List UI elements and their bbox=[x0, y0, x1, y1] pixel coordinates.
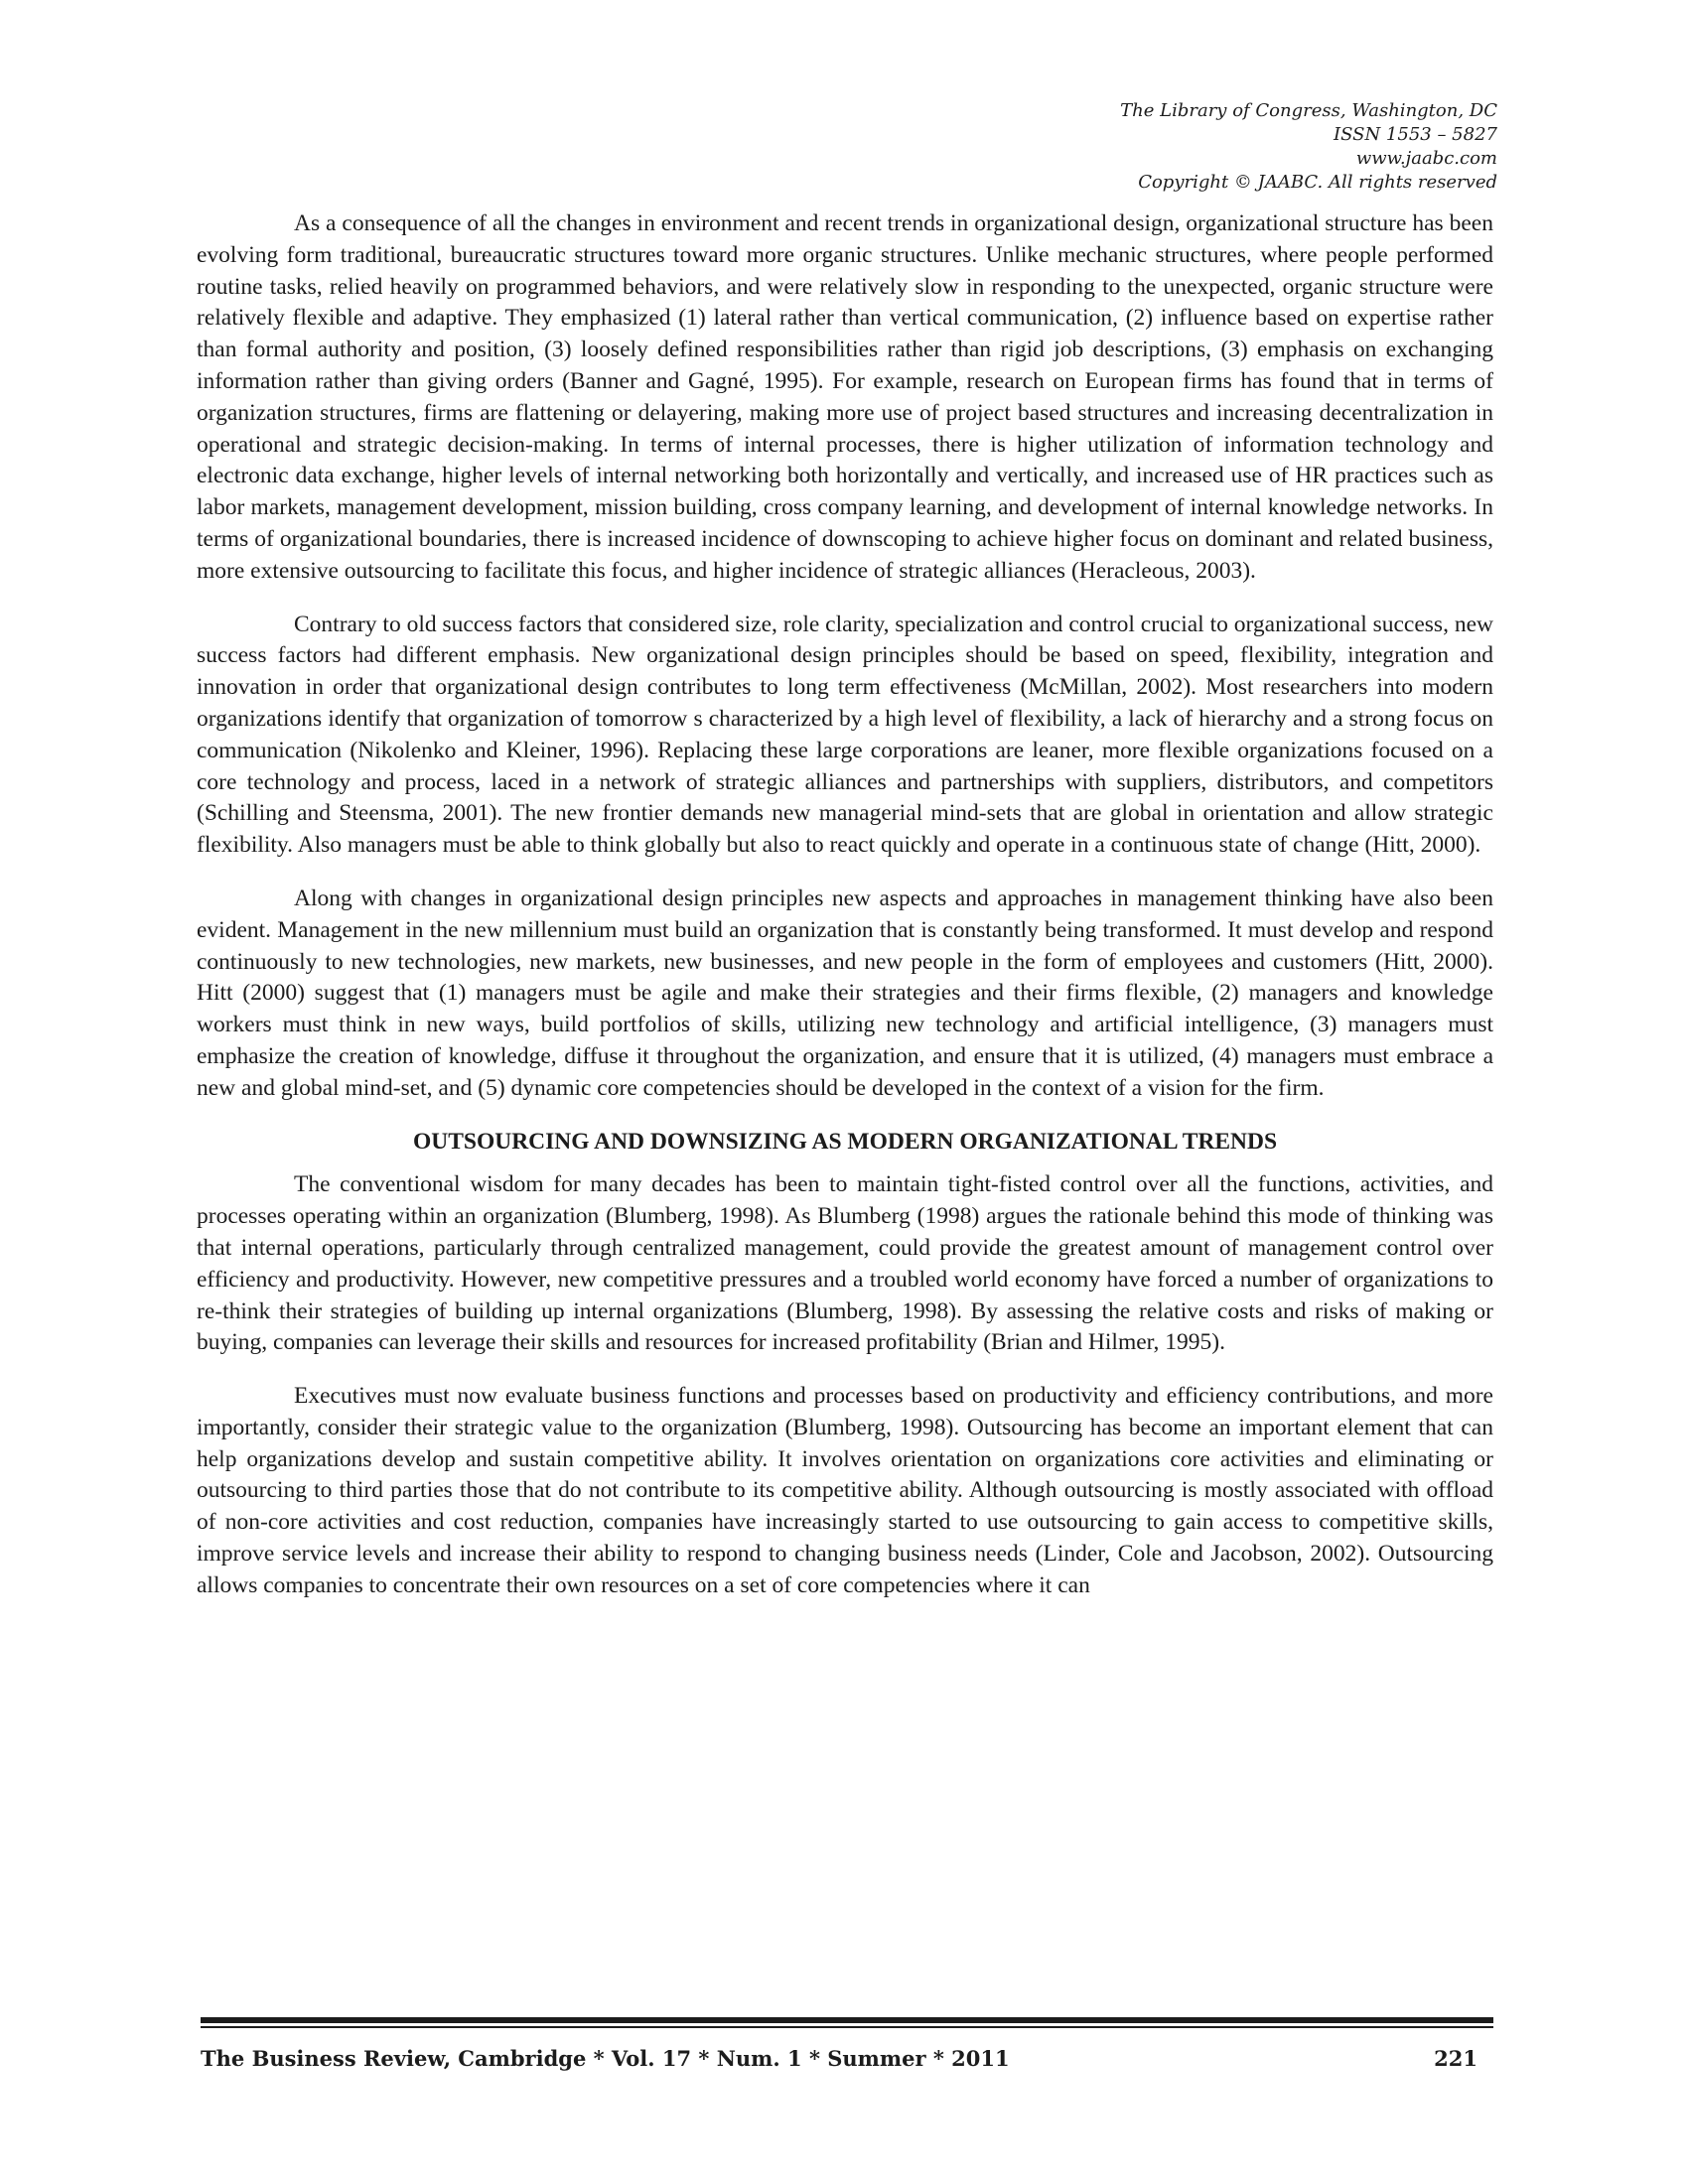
section-heading: OUTSOURCING AND DOWNSIZING AS MODERN ORGANIZATIONAL TRENDS bbox=[412, 1128, 1278, 1155]
header-issn-line: ISSN 1553 – 5827 bbox=[1334, 124, 1497, 145]
header-copyright-line: Copyright © JAABC. All rights reserved bbox=[1138, 172, 1497, 193]
footer-rule-thin bbox=[201, 2026, 1493, 2028]
paragraph-organic-structures: As a consequence of all the changes in environment and recent trends in organizational design, organizational structure has been evolving form traditional, bureaucratic structures toward more organic structures. Unlike mechanic structures, where people performed routine tasks, relied heavily on programmed behaviors, and were relatively slow in responding to the unexpected, organic structure were relatively flexible and adaptive. They emphasized (1) lateral rather than vertical communication, (2) influence based on expertise rather than formal authority and position, (3) loosely defined responsibilities rather than rigid job descriptions, (3) emphasis on exchanging information rather than giving orders (Banner and Gagné, 1995). For example, research on European firms has found that in terms of organization structures, firms are flattening or delayering, making more use of project based structures and increasing decentralization in operational and strategic decision-making. In terms of internal processes, there is higher utilization of information technology and electronic data exchange, higher levels of internal networking both horizontally and vertically, and increased use of HR practices such as labor markets, management development, mission building, cross company learning, and development of internal knowledge networks. In terms of organizational boundaries, there is increased incidence of downscoping to achieve higher focus on dominant and related business, more extensive outsourcing to facilitate this focus, and higher incidence of strategic alliances (Heracleous, 2003). bbox=[197, 210, 1493, 584]
header-library-line: The Library of Congress, Washington, DC bbox=[1120, 100, 1497, 121]
footer-rule-thick bbox=[201, 2017, 1493, 2023]
article-body bbox=[197, 208, 1493, 1624]
journal-header bbox=[802, 99, 1497, 195]
footer-journal-citation: The Business Review, Cambridge * Vol. 17 * Num. 1 * Summer * 2011 bbox=[201, 2046, 1010, 2071]
paragraph-management-thinking: Along with changes in organizational design principles new aspects and approaches in management thinking have also been evident. Management in the new millennium must build an organization that is constantly being transformed. It must develop and respond continuously to new technologies, new markets, new businesses, and new people in the form of employees and customers (Hitt, 2000). Hitt (2000) suggest that (1) managers must be agile and make their strategies and their firms flexible, (2) managers and knowledge workers must think in new ways, build portfolios of skills, utilizing new technology and artificial intelligence, (3) managers must emphasize the creation of knowledge, diffuse it throughout the organization, and ensure that it is utilized, (4) managers must embrace a new and global mind-set, and (5) dynamic core competencies should be developed in the context of a vision for the firm. bbox=[197, 885, 1493, 1101]
paragraph-success-factors: Contrary to old success factors that considered size, role clarity, specialization and control crucial to organizational success, new success factors had different emphasis. New organizational design principles should be based on speed, flexibility, integration and innovation in order that organizational design contributes to long term effectiveness (McMillan, 2002). Most researchers into modern organizations identify that organization of tomorrow s characterized by a high level of flexibility, a lack of hierarchy and a strong focus on communication (Nikolenko and Kleiner, 1996). Replacing these large corporations are leaner, more flexible organizations focused on a core technology and process, laced in a network of strategic alliances and partnerships with suppliers, distributors, and competitors (Schilling and Steensma, 2001). The new frontier demands new managerial mind-sets that are global in orientation and allow strategic flexibility. Also managers must be able to think globally but also to react quickly and operate in a continuous state of change (Hitt, 2000). bbox=[197, 611, 1493, 859]
header-website-line: www.jaabc.com bbox=[1355, 148, 1497, 169]
paragraph-conventional-wisdom: The conventional wisdom for many decades has been to maintain tight-fisted control over all the functions, activities, and processes operating within an organization (Blumberg, 1998). As Blumberg (1998) argues the rationale behind this mode of thinking was that internal operations, particularly through centralized management, could provide the greatest amount of management control over efficiency and productivity. However, new competitive pressures and a troubled world economy have forced a number of organizations to re-think their strategies of building up internal organizations (Blumberg, 1998). By assessing the relative costs and risks of making or buying, companies can leverage their skills and resources for increased profitability (Brian and Hilmer, 1995). bbox=[197, 1171, 1493, 1356]
paragraph-executives-outsourcing: Executives must now evaluate business functions and processes based on productivity and efficiency contributions, and more importantly, consider their strategic value to the organization (Blumberg, 1998). Outsourcing has become an important element that can help organizations develop and sustain competitive ability. It involves orientation on organizations core activities and eliminating or outsourcing to third parties those that do not contribute to its competitive ability. Although outsourcing is mostly associated with offload of non-core activities and cost reduction, companies have increasingly started to use outsourcing to gain access to competitive skills, improve service levels and increase their ability to respond to changing business needs (Linder, Cole and Jacobson, 2002). Outsourcing allows companies to concentrate their own resources on a set of core competencies where it can bbox=[197, 1383, 1493, 1598]
page-number: 221 bbox=[1434, 2046, 1477, 2071]
